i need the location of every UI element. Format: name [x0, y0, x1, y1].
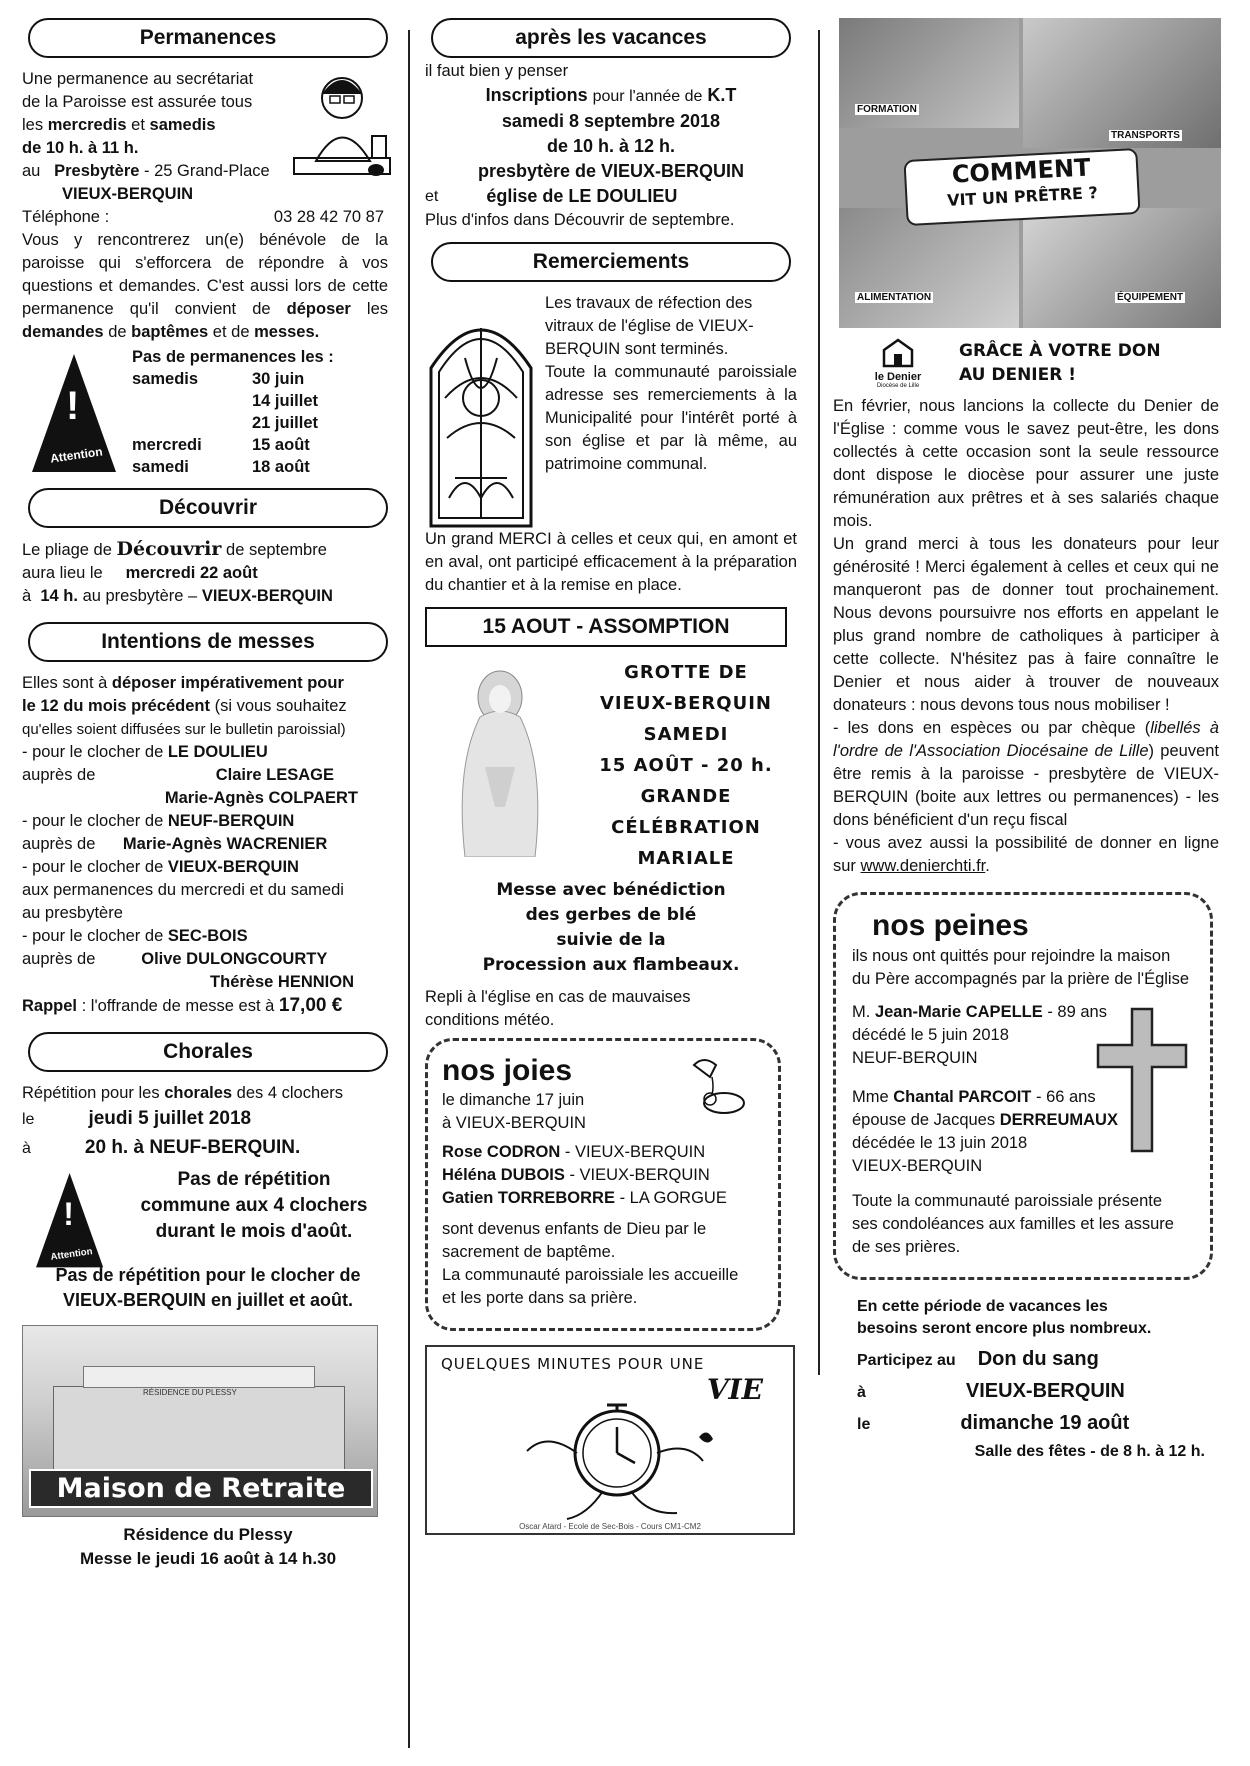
- no-permanence-dates: [132, 368, 372, 478]
- remerciements-line: Les travaux de réfection des: [545, 294, 753, 312]
- permanence-town: VIEUX-BERQUIN: [62, 185, 194, 203]
- chorales-notice: Pas de répétition pour le clocher de: [55, 1265, 361, 1285]
- permanence-paragraph: Vous y rencontrerez un(e) bénévole de la paroisse qui s'efforcera de répondre à vos questions et demandes. C'est aussi lors de cette permanence qu'il convient de déposer les demandes de baptêmes et de messes.: [22, 231, 389, 341]
- grotte-line: CÉLÉBRATION: [611, 817, 761, 838]
- intentions-line: Elles sont à déposer impérativement pour: [22, 674, 344, 692]
- intentions-line: qu'elles soient diffusées sur le bulletin paroissial): [22, 721, 346, 738]
- minutes-credit: Oscar Atard - Ecole de Sec-Bois - Cours CM1-CM2: [519, 1522, 701, 1531]
- intentions-line: - pour le clocher de VIEUX-BERQUIN: [22, 858, 299, 876]
- peines-line: du Père accompagnés par la prière de l'Église: [852, 970, 1190, 988]
- section-chorales: [22, 1032, 394, 1313]
- chorales-notice: commune aux 4 clochers: [140, 1195, 368, 1216]
- sang-line: à VIEUX-BERQUIN: [857, 1380, 1125, 1402]
- denier-paragraph: - les dons en espèces ou par chèque (libellés à l'ordre de l'Association Diocésaine de Lille) peuvent être remis à la paroisse - presbytère de VIEUX-BERQUIN (boite aux lettres ou permanences) - les dons bénéficient d'un reçu fiscal: [833, 719, 1220, 829]
- section-permanences: [22, 18, 394, 484]
- denier-website-link[interactable]: www.denierchti.fr: [860, 857, 986, 875]
- peines-line: VIEUX-BERQUIN: [852, 1157, 983, 1175]
- messe-line: des gerbes de blé: [525, 905, 697, 925]
- denier-logo: le Denier Diocèse de Lille: [863, 336, 933, 389]
- remerciements-line: BERQUIN sont terminés.: [545, 340, 729, 358]
- joies-line: et les porte dans sa prière.: [442, 1289, 638, 1307]
- chorales-notice: VIEUX-BERQUIN en juillet et août.: [62, 1290, 354, 1310]
- poster-label: FORMATION: [857, 104, 917, 115]
- apres-line: presbytère de VIEUX-BERQUIN: [477, 161, 745, 181]
- repli-line: Repli à l'église en cas de mauvaises: [425, 988, 691, 1006]
- column-right: [833, 18, 1225, 1464]
- repli-line: conditions météo.: [425, 1011, 555, 1029]
- peines-line: Mme Chantal PARCOIT - 66 ans: [852, 1088, 1096, 1106]
- section-intentions: [22, 622, 394, 1018]
- denier-banner: [833, 336, 1225, 389]
- chorales-attention: [22, 1167, 394, 1263]
- grotte-line: SAMEDI: [643, 724, 729, 745]
- stained-glass-illustration: [425, 298, 537, 528]
- virgin-mary-statue: [425, 657, 575, 857]
- column-divider-left: [408, 30, 410, 1748]
- decouvrir-line: à 14 h. au presbytère – VIEUX-BERQUIN: [22, 587, 333, 605]
- apres-line: de 10 h. à 12 h.: [546, 136, 676, 156]
- section-title: après les vacances: [431, 18, 791, 58]
- intentions-line: au presbytère: [22, 904, 123, 922]
- sang-line: Salle des fêtes - de 8 h. à 12 h.: [974, 1443, 1205, 1460]
- section-retraite: [22, 1325, 394, 1571]
- intentions-line: Thérèse HENNION: [210, 973, 354, 991]
- permanence-hours: de 10 h. à 11 h.: [22, 139, 139, 157]
- minutes-vie: VIE: [706, 1373, 763, 1406]
- peines-line: de ses prières.: [852, 1238, 961, 1256]
- denier-paragraph: En février, nous lancions la collecte du Denier de l'Église : comme vous le savez peut-être, les dons collectés à cette occasion sont la seule ressource dont dispose le diocèse pour assurer une juste rémunération aux prêtres et à ses salariés chaque mois.: [833, 397, 1219, 530]
- section-title: Permanences: [28, 18, 388, 58]
- peines-line: décédée le 13 juin 2018: [852, 1134, 1028, 1152]
- remerciements-line: vitraux de l'église de VIEUX-: [545, 317, 754, 335]
- retraite-line: Résidence du Plessy: [123, 1525, 293, 1544]
- denier-grace: GRÂCE À VOTRE DON: [959, 340, 1161, 361]
- sang-line: Participez au Don du sang: [857, 1348, 1099, 1370]
- no-permanence-title: Pas de permanences les :: [132, 348, 334, 366]
- intentions-line: auprès de Olive DULONGCOURTY: [22, 950, 328, 968]
- intentions-line: le 12 du mois précédent (si vous souhaitez: [22, 697, 347, 715]
- section-quelques-minutes: [425, 1345, 795, 1535]
- intentions-line: - pour le clocher de NEUF-BERQUIN: [22, 812, 295, 830]
- minutes-title: QUELQUES MINUTES POUR UNE: [441, 1355, 705, 1373]
- chorales-line: le jeudi 5 juillet 2018: [22, 1108, 252, 1129]
- permanence-address: au Presbytère - 25 Grand-Place: [22, 162, 270, 180]
- denier-grace: AU DENIER !: [959, 364, 1077, 385]
- permanence-line: de la Paroisse est assurée tous: [22, 93, 253, 111]
- chorales-notice: Pas de répétition: [177, 1169, 331, 1190]
- apres-line: samedi 8 septembre 2018: [501, 111, 721, 131]
- retirement-home-sign: Maison de Retraite: [29, 1469, 373, 1508]
- joies-line: à VIEUX-BERQUIN: [442, 1114, 586, 1132]
- section-decouvrir: [22, 488, 394, 608]
- intentions-line: - pour le clocher de LE DOULIEU: [22, 743, 268, 761]
- section-nos-joies: [425, 1038, 781, 1331]
- joies-names: [442, 1141, 764, 1210]
- peines-line: ils nous ont quittés pour rejoindre la maison: [852, 947, 1171, 965]
- column-divider-right: [818, 30, 820, 1375]
- messe-line: suivie de la: [556, 930, 666, 950]
- peines-line: Toute la communauté paroissiale présente: [852, 1192, 1163, 1210]
- poster-photo: [1023, 18, 1221, 148]
- poster-headline: [903, 148, 1140, 226]
- no-permanence-date-row: 21 juillet: [252, 414, 319, 432]
- joies-line: La communauté paroissiale les accueille: [442, 1266, 739, 1284]
- section-title: Découvrir: [28, 488, 388, 528]
- intentions-rappel: Rappel : l'offrande de messe est à 17,00 €: [22, 995, 343, 1016]
- poster-photo: [839, 208, 1019, 328]
- decouvrir-line: aura lieu le mercredi 22 août: [22, 564, 258, 582]
- intentions-line: aux permanences du mercredi et du samedi: [22, 881, 344, 899]
- joies-title: nos joies: [442, 1054, 573, 1087]
- grotte-line: GROTTE DE: [624, 662, 748, 683]
- poster-label: TRANSPORTS: [1111, 130, 1180, 141]
- no-permanence-date-row: mercredi 15 août: [132, 436, 310, 454]
- intentions-line: auprès de Claire LESAGE: [22, 766, 334, 784]
- attention-icon: ! Attention: [32, 354, 116, 472]
- messe-line: Procession aux flambeaux.: [482, 955, 740, 975]
- apres-line: Plus d'infos dans Découvrir de septembre.: [425, 211, 735, 229]
- remerciements-paragraph: Toute la communauté paroissiale adresse ses remerciements à la Municipalité pour l'intérêt porté à son église et par là même, au patrimoine communal.: [545, 363, 797, 473]
- no-permanence-date-row: 14 juillet: [252, 392, 319, 410]
- peines-line: M. Jean-Marie CAPELLE - 89 ans: [852, 1003, 1107, 1021]
- peines-line: NEUF-BERQUIN: [852, 1049, 978, 1067]
- joies-line: le dimanche 17 juin: [442, 1091, 585, 1109]
- peines-title: nos peines: [872, 909, 1029, 942]
- joies-line: sacrement de baptême.: [442, 1243, 616, 1261]
- poster-label: ALIMENTATION: [857, 292, 932, 303]
- apres-line: et église de LE DOULIEU: [425, 186, 678, 206]
- no-permanence-date-row: samedi 18 août: [132, 458, 310, 476]
- running-clock-drawing: [507, 1391, 727, 1527]
- apres-line: il faut bien y penser: [425, 62, 569, 80]
- section-title: Chorales: [28, 1032, 388, 1072]
- decouvrir-line: Le pliage de Découvrir de septembre: [22, 538, 327, 560]
- intentions-line: auprès de Marie-Agnès WACRENIER: [22, 835, 328, 853]
- denier-poster: [839, 18, 1221, 328]
- section-remerciements: [425, 242, 797, 597]
- section-title: Remerciements: [431, 242, 791, 282]
- section-title: Intentions de messes: [28, 622, 388, 662]
- poster-headline-line: COMMENT: [951, 153, 1092, 189]
- permanence-line: Une permanence au secrétariat: [22, 70, 254, 88]
- no-permanence-date-row: samedis 30 juin: [132, 370, 305, 388]
- peines-line: ses condoléances aux familles et les assure: [852, 1215, 1174, 1233]
- grotte-line: VIEUX-BERQUIN: [600, 693, 772, 714]
- peines-line: décédé le 5 juin 2018: [852, 1026, 1009, 1044]
- grotte-line: 15 AOÛT - 20 h.: [599, 755, 773, 776]
- building-sign: RÉSIDENCE DU PLESSY: [143, 1388, 237, 1397]
- sang-line: le dimanche 19 août: [857, 1412, 1130, 1434]
- joies-name-row: Gatien TORREBORRE - LA GORGUE: [442, 1189, 727, 1207]
- messe-line: Messe avec bénédiction: [496, 880, 726, 900]
- poster-photo: [1023, 208, 1221, 328]
- cross-icon: [1094, 1005, 1190, 1155]
- no-permanence-block: [22, 346, 394, 484]
- remerciements-paragraph: Un grand MERCI à celles et ceux qui, en amont et en aval, ont participé efficacement à la préparation du chantier et à la remise en place.: [425, 530, 797, 594]
- poster-label: ÉQUIPEMENT: [1117, 292, 1184, 303]
- denier-paragraph: - vous avez aussi la possibilité de donner en ligne sur www.denierchti.fr.: [833, 834, 1219, 875]
- section-assomption: [425, 607, 797, 1032]
- sang-line: besoins seront encore plus nombreux.: [857, 1320, 1152, 1337]
- retraite-line: Messe le jeudi 16 août à 14 h.30: [79, 1549, 337, 1568]
- denier-text: [833, 395, 1225, 878]
- joies-name-row: Héléna DUBOIS - VIEUX-BERQUIN: [442, 1166, 710, 1184]
- column-left: [22, 18, 394, 1571]
- chorales-notice: durant le mois d'août.: [155, 1221, 353, 1242]
- column-middle: [425, 18, 797, 1535]
- apres-line: Inscriptions pour l'année de K.T: [485, 85, 737, 105]
- permanence-phone: Téléphone : 03 28 42 70 87: [22, 208, 384, 226]
- joies-name-row: Rose CODRON - VIEUX-BERQUIN: [442, 1143, 706, 1161]
- church-icon: [880, 336, 916, 368]
- denier-paragraph: Un grand merci à tous les donateurs pour leur générosité ! Merci également à celles et ceux qui ne manqueront pas de donner tout prochainement. Nous devons poursuivre nos efforts en appelant le plus grand nombre de catholiques à participer à cette collecte. N'hésitez pas à faire connaître le Denier et nous aider à trouver de nouveaux donateurs : nous devons tous nous mobiliser !: [833, 535, 1219, 714]
- joies-line: sont devenus enfants de Dieu par le: [442, 1220, 707, 1238]
- secretary-illustration: [286, 66, 394, 186]
- intentions-line: - pour le clocher de SEC-BOIS: [22, 927, 248, 945]
- peines-line: épouse de Jacques DERREUMAUX: [852, 1111, 1118, 1129]
- permanence-days: les mercredis et samedis: [22, 116, 216, 134]
- grotte-line: MARIALE: [637, 848, 735, 869]
- poster-headline-line: VIT UN PRÊTRE ?: [946, 183, 1099, 210]
- section-don-du-sang: [833, 1296, 1217, 1464]
- intentions-line: Marie-Agnès COLPAERT: [164, 789, 358, 807]
- attention-icon: ! Attention: [36, 1173, 92, 1242]
- baptism-icon: [674, 1051, 754, 1121]
- sang-line: En cette période de vacances les: [857, 1298, 1108, 1315]
- retirement-home-photo: [22, 1325, 378, 1517]
- section-title: 15 AOUT - ASSOMPTION: [425, 607, 787, 647]
- section-nos-peines: [833, 892, 1213, 1280]
- chorales-line: à 20 h. à NEUF-BERQUIN.: [22, 1137, 301, 1158]
- section-apres-vacances: [425, 18, 797, 232]
- chorales-line: Répétition pour les chorales des 4 clochers: [22, 1084, 344, 1102]
- grotte-line: GRANDE: [640, 786, 732, 807]
